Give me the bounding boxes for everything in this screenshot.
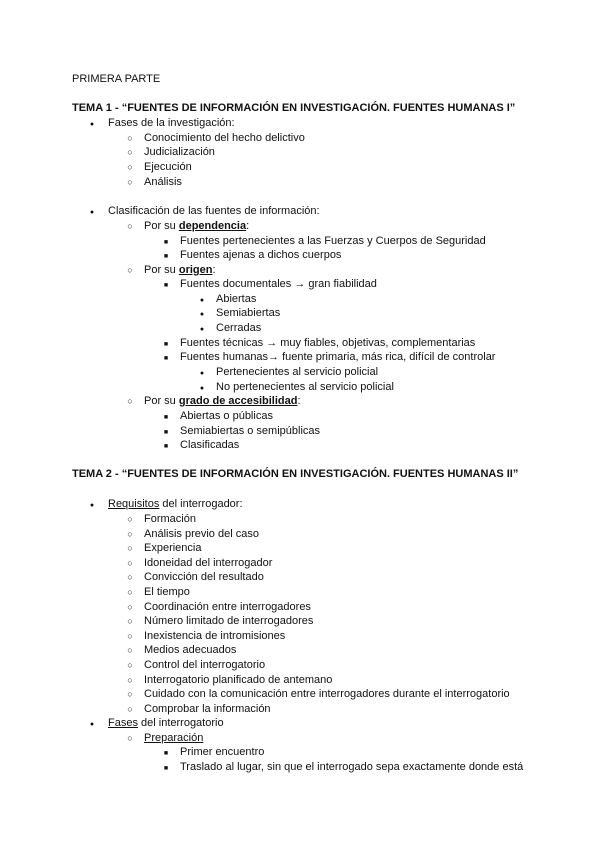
disc-bullet-icon bbox=[86, 497, 98, 513]
list-item: Semiabiertas bbox=[216, 307, 281, 319]
list-item: Cerradas bbox=[216, 322, 262, 334]
list-item: Primer encuentro bbox=[180, 746, 265, 758]
list-item: Por su dependencia: bbox=[144, 220, 250, 232]
tema2-heading: TEMA 2 - “FUENTES DE INFORMACIÓN EN INVESTIGACIÓN. FUENTES HUMANAS II” bbox=[72, 468, 519, 480]
circle-bullet-icon bbox=[124, 673, 136, 687]
circle-bullet-icon bbox=[124, 556, 136, 570]
square-bullet-icon bbox=[160, 350, 172, 366]
fases-rest: del interrogatorio bbox=[137, 717, 224, 729]
list-item: Cuidado con la comunicación entre interrogadores durante el interrogatorio bbox=[144, 688, 510, 701]
list-item: Experiencia bbox=[144, 542, 202, 555]
list-item: Fuentes pertenecientes a las Fuerzas y Cuerpos de Seguridad bbox=[180, 235, 486, 247]
circle-bullet-icon bbox=[124, 570, 136, 584]
list-item: Formación bbox=[144, 513, 196, 525]
circle-bullet-icon bbox=[124, 175, 136, 189]
list-item: Judicialización bbox=[144, 146, 215, 158]
square-bullet-icon bbox=[160, 409, 172, 425]
circle-bullet-icon bbox=[124, 731, 136, 745]
circle-bullet-icon bbox=[124, 541, 136, 555]
circle-bullet-icon bbox=[124, 702, 136, 716]
list-item: Abiertas o públicas bbox=[180, 410, 273, 422]
square-bullet-icon bbox=[160, 760, 172, 776]
requisitos-label bbox=[108, 497, 243, 511]
disc-bullet-icon bbox=[86, 716, 98, 732]
circle-bullet-icon bbox=[124, 263, 136, 277]
circle-bullet-icon bbox=[124, 160, 136, 174]
grado-term: grado de accesibilidad bbox=[178, 395, 298, 407]
fases-interrogatorio-label bbox=[108, 716, 224, 730]
list-item: Interrogatorio planificado de antemano bbox=[144, 673, 333, 686]
list-item: Análisis bbox=[144, 176, 182, 188]
list-item: Idoneidad del interrogador bbox=[144, 556, 273, 569]
circle-bullet-icon bbox=[124, 512, 136, 526]
circle-bullet-icon bbox=[124, 600, 136, 614]
list-item: Convicción del resultado bbox=[144, 571, 264, 584]
circle-bullet-icon bbox=[124, 145, 136, 159]
list-item: El tiempo bbox=[144, 586, 190, 598]
circle-bullet-icon bbox=[124, 643, 136, 657]
por-su-text: Por su bbox=[144, 395, 176, 407]
circle-bullet-icon bbox=[124, 131, 136, 145]
square-bullet-icon bbox=[160, 277, 172, 293]
dependencia-term: dependencia bbox=[178, 220, 247, 232]
fases-label: Fases de la investigación: bbox=[108, 117, 235, 129]
list-item: Fuentes técnicas → muy fiables, objetivas, complementarias bbox=[180, 337, 476, 349]
list-item: Inexistencia de intromisiones bbox=[144, 629, 286, 642]
circle-bullet-icon bbox=[124, 614, 136, 628]
disc-bullet-icon bbox=[86, 204, 98, 220]
square-bullet-icon bbox=[160, 438, 172, 454]
list-item: Por su origen: bbox=[144, 264, 216, 276]
disc-bullet-icon bbox=[196, 321, 208, 337]
fases-term: Fases bbox=[108, 717, 138, 729]
list-item: Semiabiertas o semipúblicas bbox=[180, 425, 321, 437]
list-item: Fuentes ajenas a dichos cuerpos bbox=[180, 249, 342, 261]
circle-bullet-icon bbox=[124, 219, 136, 233]
requisitos-rest: del interrogador: bbox=[159, 498, 243, 510]
list-item: Comprobar la información bbox=[144, 702, 271, 715]
square-bullet-icon bbox=[160, 248, 172, 264]
circle-bullet-icon bbox=[124, 687, 136, 701]
circle-bullet-icon bbox=[124, 585, 136, 599]
list-item: Por su grado de accesibilidad: bbox=[144, 395, 301, 407]
list-item: Pertenecientes al servicio policial bbox=[216, 366, 379, 378]
list-item: Medios adecuados bbox=[144, 644, 237, 657]
square-bullet-icon bbox=[160, 745, 172, 761]
circle-bullet-icon bbox=[124, 394, 136, 408]
list-item: Fuentes documentales → gran fiabilidad bbox=[180, 278, 377, 290]
list-item: No pertenecientes al servicio policial bbox=[216, 381, 394, 393]
preparacion-label: Preparación bbox=[144, 732, 204, 744]
por-su-text: Por su bbox=[144, 220, 176, 232]
list-item: Ejecución bbox=[144, 161, 192, 173]
circle-bullet-icon bbox=[124, 658, 136, 672]
list-item: Fuentes humanas→ fuente primaria, más rica, difícil de controlar bbox=[180, 351, 496, 363]
disc-bullet-icon bbox=[196, 306, 208, 322]
list-item: Coordinación entre interrogadores bbox=[144, 600, 311, 613]
tema1-heading: TEMA 1 - “FUENTES DE INFORMACIÓN EN INVESTIGACIÓN. FUENTES HUMANAS I” bbox=[72, 102, 516, 114]
disc-bullet-icon bbox=[196, 365, 208, 381]
list-item: Número limitado de interrogadores bbox=[144, 615, 314, 628]
clasificacion-label: Clasificación de las fuentes de información: bbox=[108, 205, 320, 217]
requisitos-term: Requisitos bbox=[108, 498, 160, 510]
part-title: PRIMERA PARTE bbox=[72, 73, 161, 85]
circle-bullet-icon bbox=[124, 527, 136, 541]
list-item: Conocimiento del hecho delictivo bbox=[144, 132, 305, 144]
list-item: Abiertas bbox=[216, 293, 257, 305]
list-item: Control del interrogatorio bbox=[144, 659, 266, 671]
por-su-text: Por su bbox=[144, 264, 176, 276]
circle-bullet-icon bbox=[124, 629, 136, 643]
list-item: Traslado al lugar, sin que el interrogado sepa exactamente donde está bbox=[180, 761, 524, 773]
list-item: Análisis previo del caso bbox=[144, 527, 259, 540]
list-item: Clasificadas bbox=[180, 439, 240, 451]
disc-bullet-icon bbox=[86, 116, 98, 132]
origen-term: origen bbox=[178, 264, 213, 276]
